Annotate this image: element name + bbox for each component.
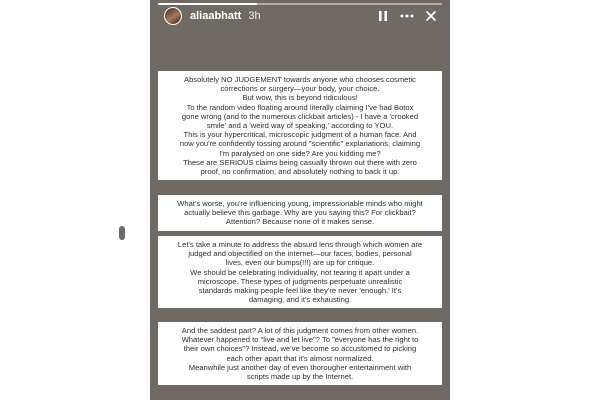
- story-text-block-2: [158, 195, 442, 231]
- text-line: smile' and a 'weird way of speaking,' according to YOU.: [206, 121, 394, 131]
- text-line: proof, no confirmation, and absolutely nothing to back it up.: [200, 167, 400, 177]
- text-line: But wow, this is beyond ridiculous!: [242, 93, 358, 103]
- more-options-button[interactable]: [398, 7, 416, 25]
- text-line: What's worse, you're influencing young, impressionable minds who might: [177, 199, 423, 208]
- text-line: damaging, and it's exhausting.: [248, 295, 352, 305]
- story-timestamp: 3h: [248, 10, 261, 22]
- text-line: their own choices"? Instead, we've become so accustomed to picking: [183, 344, 417, 354]
- text-line: This is your hypercritical, microscopic judgment of a human face. And: [183, 130, 417, 140]
- text-line: lives, even our bumps(!!!) are up for critique.: [225, 258, 375, 268]
- close-button[interactable]: [422, 7, 440, 25]
- text-line: each other apart that it's almost normalized.: [226, 353, 374, 363]
- pause-icon: [377, 10, 389, 22]
- story-progress-fill: [158, 3, 257, 5]
- pause-button[interactable]: [374, 7, 392, 25]
- text-line: These are SERIOUS claims being casually thrown out there with zero: [183, 157, 417, 167]
- story-header: [164, 6, 440, 26]
- story-progress-bar: [158, 3, 442, 5]
- more-options-icon: [400, 10, 414, 22]
- text-line: scripts made up by the Internet.: [246, 372, 354, 382]
- text-line: gone wrong (and to the numerous clickbait articles) - I have a 'crooked: [181, 111, 419, 121]
- avatar[interactable]: [164, 7, 182, 25]
- text-line: microscope. These types of judgments perpetuate unrealistic: [197, 276, 403, 286]
- text-line: corrections or surgery—your body, your choice.: [220, 84, 380, 94]
- text-line: now you're confidently tossing around "scientific" explanations, claiming: [179, 139, 421, 149]
- text-line: Let's take a minute to address the absurd lens through which women are: [177, 240, 423, 249]
- story-text-block-4: [158, 322, 442, 385]
- text-line: Whatever happened to "live and let live"? To "everyone has the right to: [181, 335, 419, 345]
- text-line: Meanwhile just another day of even thorougher entertainment with: [188, 362, 412, 372]
- text-line: And the saddest part? A lot of this judgment comes from other women.: [181, 326, 419, 335]
- story-text-block-1: [158, 71, 442, 180]
- text-line: To the random video floating around literally claiming I've had Botox: [186, 102, 414, 112]
- story-text-block-3: [158, 236, 442, 308]
- close-icon: [425, 10, 437, 22]
- username[interactable]: aliaabhatt: [190, 10, 242, 22]
- text-line: actually believe this garbage. Why are you saying this? For clickbait?: [184, 208, 416, 218]
- text-line: Attention? Because none of it makes sense.: [225, 217, 375, 227]
- text-line: standards making people feel like they're never 'enough.' It's: [198, 286, 402, 296]
- story-viewer: [150, 0, 450, 400]
- text-line: We should be celebrating individuality, not tearing it apart under a: [190, 267, 410, 277]
- text-line: judged and objectified on the internet—our faces, bodies, personal: [188, 249, 412, 259]
- text-line: Absolutely NO JUDGEMENT towards anyone who chooses cosmetic: [184, 75, 416, 84]
- previous-story-handle[interactable]: [119, 226, 125, 240]
- text-line: I'm paralysed on one side? Are you kidding me?: [219, 148, 381, 158]
